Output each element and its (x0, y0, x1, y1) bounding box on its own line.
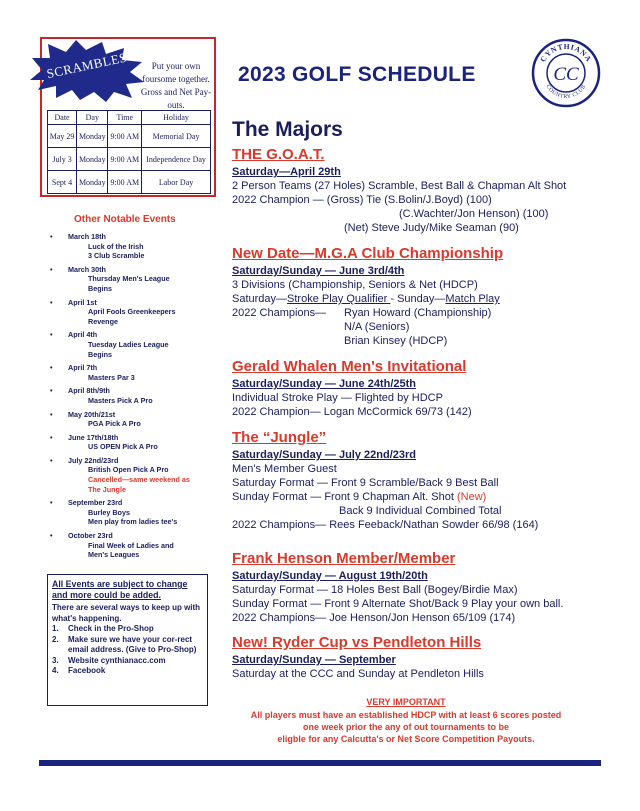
mga-line: Ryan Howard (Championship) (344, 307, 492, 319)
table-cell: Labor Day (142, 171, 211, 194)
list-item (48, 410, 220, 429)
bullet-icon: • (50, 531, 53, 541)
list-item (48, 363, 220, 382)
jungle-line: 2022 Champions— Rees Feeback/Nathan Sowder 66/98 (164) (232, 519, 539, 531)
logo-bottom-text: COUNTRY CLUB (544, 83, 588, 101)
table-cell: July 3 (48, 148, 77, 171)
event-date: October 23rd (68, 531, 113, 541)
notice-box (47, 574, 208, 706)
jungle-text: Sunday Format — Front 9 Chapman Alt. Shot (232, 491, 457, 503)
table-row (48, 171, 211, 194)
table-cell: Memorial Day (142, 125, 211, 148)
club-logo (531, 38, 601, 108)
list-item (48, 498, 220, 527)
event-date: April 7th (68, 363, 98, 373)
column-header: Day (77, 111, 108, 125)
majors-heading: The Majors (232, 118, 343, 141)
table-row (48, 125, 211, 148)
notable-events-list (48, 232, 220, 560)
step-text: Make sure we have your cor-rect email address. (Give to Pro-Shop) (68, 634, 197, 654)
event-detail: Revenge (88, 316, 118, 326)
bullet-icon: • (50, 232, 53, 241)
scrambles-badge: SCRAMBLES (45, 49, 129, 82)
mga-text: Match Play (445, 293, 500, 305)
goat-line: 2 Person Teams (27 Holes) Scramble, Best Ball & Chapman Alt Shot (232, 180, 567, 192)
table-cell: Independence Day (142, 148, 211, 171)
whalen-line: Individual Stroke Play — Flighted by HDCP (232, 392, 443, 404)
table-cell: 9:00 AM (108, 171, 142, 194)
table-cell: May 29 (48, 125, 77, 148)
step-number: 1. (52, 624, 59, 633)
event-date: May 20th/21st (68, 409, 116, 419)
henson-date: Saturday/Sunday — August 19th/20th (232, 570, 428, 582)
event-date: June 17th/18th (68, 432, 119, 442)
bullet-icon: • (50, 432, 53, 442)
table-header-row (48, 111, 211, 125)
scrambles-table (47, 110, 211, 194)
list-item (48, 386, 220, 405)
ryder-date: Saturday/Sunday — September (232, 654, 396, 666)
list-item (48, 456, 220, 494)
notice-heading: All Events are subject to change and more could be added. (52, 579, 188, 600)
event-detail: Men play from ladies tee's (88, 517, 178, 527)
new-tag: (New) (457, 491, 487, 503)
important-line: All players must have an established HDCP with at least 6 scores posted (250, 710, 562, 720)
henson-line: 2022 Champions— Joe Henson/Jon Henson 65/109 (174) (232, 612, 516, 624)
event-detail: April Fools Greenkeepers (88, 307, 176, 317)
mga-text: Stroke Play Qualifier (287, 293, 391, 305)
ryder-line: Saturday at the CCC and Sunday at Pendleton Hills (232, 668, 484, 680)
table-cell: 9:00 AM (108, 125, 142, 148)
mga-line (232, 293, 500, 305)
event-date: March 30th (68, 264, 106, 274)
table-cell: Monday (77, 125, 108, 148)
henson-title: Frank Henson Member/Member (232, 550, 456, 567)
logo-top-text: CYNTHIANA (538, 41, 594, 64)
step-text: Facebook (68, 666, 106, 675)
event-detail: Begins (88, 349, 112, 359)
event-detail: British Open Pick A Pro (88, 465, 169, 475)
event-detail: Burley Boys (88, 507, 130, 517)
bullet-icon: • (50, 455, 53, 465)
event-date: September 23rd (68, 498, 123, 508)
ryder-title: New! Ryder Cup vs Pendleton Hills (232, 634, 482, 651)
event-detail: Men's Leagues (88, 550, 140, 560)
mga-line: 3 Divisions (Championship, Seniors & Net (HDCP) (232, 279, 478, 291)
event-date: April 8th/9th (68, 386, 110, 396)
event-detail: Masters Par 3 (88, 372, 135, 382)
step-number: 4. (52, 666, 59, 675)
goat-line: (C.Wachter/Jon Henson) (100) (399, 208, 549, 220)
event-date: April 4th (68, 330, 98, 340)
event-detail: Luck of the Irish (88, 241, 144, 251)
mga-line: 2022 Champions— (232, 307, 327, 319)
mga-title: New Date—M.G.A Club Championship (232, 245, 504, 262)
event-detail: Masters Pick A Pro (88, 395, 153, 405)
list-item (48, 531, 220, 560)
event-date: March 18th (68, 232, 106, 241)
column-header: Holiday (142, 111, 211, 125)
event-detail: US OPEN Pick A Pro (88, 442, 158, 452)
mga-date: Saturday/Sunday — June 3rd/4th (232, 265, 405, 277)
notice-step (52, 635, 203, 656)
event-detail: 3 Club Scramble (88, 251, 145, 261)
list-item (48, 265, 220, 294)
jungle-line (232, 491, 486, 503)
logo-monogram: CC (553, 64, 579, 85)
event-detail: Tuesday Ladies League (88, 339, 169, 349)
scrambles-note-line: foursome together. (142, 74, 210, 84)
notice-intro: There are several ways to keep up with what's happening. (52, 603, 201, 623)
mga-line: N/A (Seniors) (344, 321, 410, 333)
event-date: July 22nd/23rd (68, 455, 119, 465)
mga-text: Saturday— (232, 293, 288, 305)
bullet-icon: • (50, 264, 53, 274)
step-text: Website cynthianacc.com (68, 655, 166, 665)
page-title: 2023 GOLF SCHEDULE (238, 63, 476, 86)
event-detail: Thursday Men's League (88, 274, 170, 284)
notice-step (52, 624, 203, 635)
mga-line: Brian Kinsey (HDCP) (344, 335, 448, 347)
goat-line: (Net) Steve Judy/Mike Seaman (90) (344, 222, 519, 234)
jungle-line: Back 9 Individual Combined Total (339, 505, 502, 517)
goat-date: Saturday—April 29th (232, 166, 341, 178)
henson-line: Sunday Format — Front 9 Alternate Shot/Back 9 Play your own ball. (232, 598, 564, 610)
column-header: Date (48, 111, 77, 125)
henson-line: Saturday Format — 18 Holes Best Ball (Bogey/Birdie Max) (232, 584, 518, 596)
notice-step (52, 666, 203, 677)
table-row (48, 148, 211, 171)
whalen-date: Saturday/Sunday — June 24th/25th (232, 378, 416, 390)
important-line: eligble for any Calcutta's or Net Score Competition Payouts. (277, 734, 535, 744)
table-cell: Sept 4 (48, 171, 77, 194)
event-cancel-note: Cancelled—same weekend as (88, 475, 190, 485)
bottom-rule (39, 760, 601, 766)
table-cell: Monday (77, 171, 108, 194)
notice-step (52, 656, 203, 667)
important-heading: VERY IMPORTANT (366, 697, 446, 707)
event-detail: Begins (88, 283, 112, 293)
bullet-icon: • (50, 409, 53, 419)
jungle-line: Saturday Format — Front 9 Scramble/Back 9 Best Ball (232, 477, 499, 489)
list-item (48, 433, 220, 452)
list-item (48, 330, 220, 359)
step-number: 3. (52, 655, 59, 665)
column-header: Time (108, 111, 142, 125)
scrambles-note (140, 60, 212, 112)
event-date: April 1st (68, 297, 97, 307)
important-line: one week prior the any of out tournaments to be (302, 722, 510, 732)
notable-events-heading: Other Notable Events (74, 214, 176, 225)
scrambles-note-line: Gross and Net Pay-outs. (140, 87, 212, 110)
bullet-icon: • (50, 297, 53, 307)
jungle-line: Men's Member Guest (232, 463, 337, 475)
goat-line: 2022 Champion — (Gross) Tie (S.Bolin/J.Boyd) (100) (232, 194, 492, 206)
bullet-icon: • (50, 498, 53, 508)
jungle-date: Saturday/Sunday — July 22nd/23rd (232, 449, 417, 461)
goat-title: THE G.O.A.T. (232, 146, 325, 163)
bullet-icon: • (50, 363, 53, 373)
event-detail: PGA Pick A Pro (88, 419, 141, 429)
bullet-icon: • (50, 330, 53, 340)
table-cell: 9:00 AM (108, 148, 142, 171)
scrambles-note-line: Put your own (151, 61, 201, 71)
jungle-title: The “Jungle” (232, 429, 327, 446)
table-cell: Monday (77, 148, 108, 171)
mga-text: - Sunday— (390, 293, 446, 305)
whalen-line: 2022 Champion— Logan McCormick 69/73 (142) (232, 406, 472, 418)
event-detail: Final Week of Ladies and (88, 540, 174, 550)
bullet-icon: • (50, 386, 53, 396)
step-text: Check in the Pro-Shop (68, 624, 154, 633)
list-item (48, 232, 220, 261)
step-number: 2. (52, 634, 59, 644)
event-cancel-note: The Jungle (88, 484, 126, 494)
list-item (48, 298, 220, 327)
whalen-title: Gerald Whalen Men's Invitational (232, 358, 467, 375)
